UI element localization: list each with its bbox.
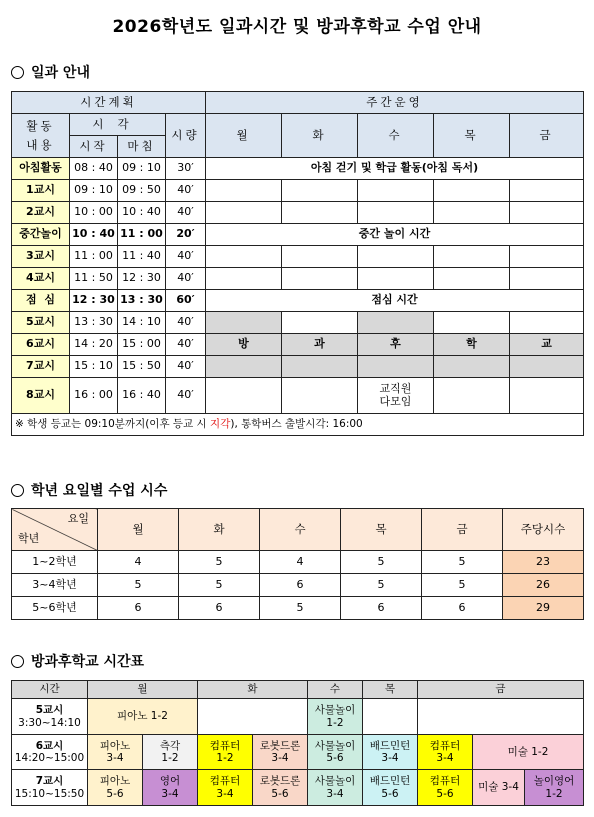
- cell: [358, 180, 434, 202]
- header-mon: 월: [88, 681, 198, 699]
- end-time: 11 : 00: [118, 224, 166, 246]
- table-row: [12, 770, 584, 806]
- period-label: 7교시: [35, 775, 64, 788]
- table-row: [12, 699, 584, 735]
- header-grade: 학년: [18, 532, 40, 546]
- table-row: [12, 356, 584, 378]
- afterschool-table: [11, 680, 584, 806]
- header-week: 주간운영: [206, 92, 584, 114]
- circle-bullet-icon: [11, 484, 24, 497]
- span-activity: 아침 걷기 및 학급 활동(아침 독서): [206, 158, 584, 180]
- header-wed: 수: [358, 114, 434, 158]
- cell: [434, 378, 510, 414]
- duration: 40′: [166, 334, 206, 356]
- start-time: 11 : 00: [70, 246, 118, 268]
- table-row: [12, 180, 584, 202]
- table-row: [12, 268, 584, 290]
- period-name: 4교시: [12, 268, 70, 290]
- header-wed: 수: [260, 509, 341, 551]
- class-cell: 컴퓨터 3-4: [198, 770, 253, 806]
- span-activity: 중간 놀이 시간: [206, 224, 584, 246]
- table-row: [12, 224, 584, 246]
- page-title: 2026학년도 일과시간 및 방과후학교 수업 안내: [112, 17, 482, 37]
- duration: 30′: [166, 158, 206, 180]
- class-cell: 사물놀이 5-6: [308, 735, 363, 770]
- cell: [434, 246, 510, 268]
- class-cell: 컴퓨터 5-6: [418, 770, 473, 806]
- class-cell: 미술 3-4: [473, 770, 525, 806]
- start-time: 10 : 00: [70, 202, 118, 224]
- start-time: 16 : 00: [70, 378, 118, 414]
- end-time: 09 : 10: [118, 158, 166, 180]
- end-time: 13 : 30: [118, 290, 166, 312]
- table-row: [12, 246, 584, 268]
- header-thu: 목: [363, 681, 418, 699]
- table-row: [12, 158, 584, 180]
- cell: [282, 268, 358, 290]
- span-activity: 점심 시간: [206, 290, 584, 312]
- hours-cell: 5: [341, 551, 422, 574]
- grade-label: 1~2학년: [12, 551, 98, 574]
- period-name: 6교시: [12, 334, 70, 356]
- header-content: 활동 내용: [12, 114, 70, 158]
- end-time: 12 : 30: [118, 268, 166, 290]
- period-name: 1교시: [12, 180, 70, 202]
- period-label: 5교시: [35, 704, 64, 717]
- cell: [510, 312, 584, 334]
- cell: [282, 246, 358, 268]
- cell: [206, 246, 282, 268]
- weekly-hours-table: [11, 508, 584, 620]
- section-hours-heading: [11, 480, 167, 500]
- period-name: 중간놀이: [12, 224, 70, 246]
- duration: 40′: [166, 268, 206, 290]
- duration: 20′: [166, 224, 206, 246]
- start-time: 11 : 50: [70, 268, 118, 290]
- cell: [358, 202, 434, 224]
- header-mon: 월: [206, 114, 282, 158]
- grade-label: 3~4학년: [12, 574, 98, 597]
- cell: [434, 202, 510, 224]
- header-tue: 화: [282, 114, 358, 158]
- hours-cell: 4: [98, 551, 179, 574]
- cell: [434, 268, 510, 290]
- header-wed: 수: [308, 681, 363, 699]
- cell: [282, 180, 358, 202]
- start-time: 14 : 20: [70, 334, 118, 356]
- class-cell: 배드민턴 5-6: [363, 770, 418, 806]
- class-cell: 로봇드론 5-6: [253, 770, 308, 806]
- cell: [510, 246, 584, 268]
- total-cell: 29: [503, 597, 584, 620]
- cell: [282, 312, 358, 334]
- daily-schedule-table: [11, 91, 584, 436]
- cell: [282, 378, 358, 414]
- hours-cell: 6: [260, 574, 341, 597]
- header-thu: 목: [341, 509, 422, 551]
- start-time: 09 : 10: [70, 180, 118, 202]
- hours-cell: 6: [179, 597, 260, 620]
- cell: [206, 312, 282, 334]
- class-cell: 미술 1-2: [473, 735, 584, 770]
- header-fri: 금: [422, 509, 503, 551]
- hours-cell: 5: [422, 574, 503, 597]
- hours-cell: 5: [422, 551, 503, 574]
- cell: [282, 202, 358, 224]
- afterschool-cell: 과: [282, 334, 358, 356]
- class-cell: 사물놀이 1-2: [308, 699, 363, 735]
- start-time: 12 : 30: [70, 290, 118, 312]
- table-row: [12, 202, 584, 224]
- class-cell: 피아노 5-6: [88, 770, 143, 806]
- diagonal-header: [12, 509, 98, 551]
- class-cell: 사물놀이 3-4: [308, 770, 363, 806]
- staff-meeting: 교직원 다모임: [358, 378, 434, 414]
- cell: [510, 180, 584, 202]
- header-fri: 금: [418, 681, 584, 699]
- table-row: [12, 290, 584, 312]
- header-total: 주당시수: [503, 509, 584, 551]
- period-cell: [12, 699, 88, 735]
- cell: [510, 356, 584, 378]
- class-cell: 컴퓨터 3-4: [418, 735, 473, 770]
- section-title: 방과후학교 시간표: [31, 654, 145, 670]
- duration: 40′: [166, 180, 206, 202]
- period-cell: [12, 770, 88, 806]
- start-time: 10 : 40: [70, 224, 118, 246]
- header-day: 요일: [67, 512, 89, 525]
- period-cell: [12, 735, 88, 770]
- table-row: [12, 574, 584, 597]
- period-time: 15:10~15:50: [14, 787, 85, 800]
- duration: 60′: [166, 290, 206, 312]
- period-name: 3교시: [12, 246, 70, 268]
- hours-cell: 6: [98, 597, 179, 620]
- period-name: 5교시: [12, 312, 70, 334]
- header-tue: 화: [198, 681, 308, 699]
- cell: [358, 246, 434, 268]
- section-afterschool-heading: [11, 651, 144, 671]
- class-cell: 컴퓨터 1-2: [198, 735, 253, 770]
- cell: [206, 180, 282, 202]
- hours-cell: 5: [179, 551, 260, 574]
- table-row: [12, 551, 584, 574]
- period-time: 3:30~14:10: [18, 716, 81, 729]
- cell: [358, 268, 434, 290]
- header-plan: 시간계획: [12, 92, 206, 114]
- table-row: [12, 312, 584, 334]
- empty-cell: [198, 699, 308, 735]
- hours-cell: 5: [98, 574, 179, 597]
- header-time: 시간: [12, 681, 88, 699]
- header-end: 마침: [118, 136, 166, 158]
- note-text: ), 통학버스 출발시각: 16:00: [230, 418, 363, 431]
- start-time: 13 : 30: [70, 312, 118, 334]
- cell: [358, 356, 434, 378]
- header-thu: 목: [434, 114, 510, 158]
- afterschool-cell: 방: [206, 334, 282, 356]
- class-cell: 배드민턴 3-4: [363, 735, 418, 770]
- period-time: 14:20~15:00: [14, 752, 85, 764]
- duration: 40′: [166, 378, 206, 414]
- hours-cell: 6: [422, 597, 503, 620]
- cell: [434, 356, 510, 378]
- duration: 40′: [166, 202, 206, 224]
- cell: [434, 312, 510, 334]
- period-name: 점 심: [12, 290, 70, 312]
- cell: [206, 378, 282, 414]
- class-cell: 로봇드론 3-4: [253, 735, 308, 770]
- duration: 40′: [166, 246, 206, 268]
- duration: 40′: [166, 312, 206, 334]
- cell: [510, 378, 584, 414]
- cell: [206, 202, 282, 224]
- circle-bullet-icon: [11, 655, 24, 668]
- end-time: 16 : 40: [118, 378, 166, 414]
- period-name: 7교시: [12, 356, 70, 378]
- cell: [358, 312, 434, 334]
- table-row: [12, 378, 584, 414]
- header-amount: 시량: [166, 114, 206, 158]
- total-cell: 23: [503, 551, 584, 574]
- hours-cell: 6: [341, 597, 422, 620]
- section-daily-heading: [11, 62, 90, 82]
- cell: [206, 356, 282, 378]
- header-tue: 화: [179, 509, 260, 551]
- period-name: 2교시: [12, 202, 70, 224]
- duration: 40′: [166, 356, 206, 378]
- table-row: [12, 597, 584, 620]
- header-fri: 금: [510, 114, 584, 158]
- class-cell: 피아노 1-2: [88, 699, 198, 735]
- period-label: 6교시: [35, 739, 64, 752]
- total-cell: 26: [503, 574, 584, 597]
- class-cell: 피아노 3-4: [88, 735, 143, 770]
- afterschool-cell: 후: [358, 334, 434, 356]
- header-start: 시작: [70, 136, 118, 158]
- hours-cell: 5: [260, 597, 341, 620]
- end-time: 15 : 00: [118, 334, 166, 356]
- end-time: 14 : 10: [118, 312, 166, 334]
- cell: [206, 268, 282, 290]
- period-name: 아침활동: [12, 158, 70, 180]
- empty-cell: [363, 699, 418, 735]
- note-late: 지각: [210, 418, 231, 431]
- section-title: 일과 안내: [31, 65, 90, 81]
- circle-bullet-icon: [11, 66, 24, 79]
- hours-cell: 5: [179, 574, 260, 597]
- start-time: 15 : 10: [70, 356, 118, 378]
- header-time: 시각: [70, 114, 166, 136]
- end-time: 10 : 40: [118, 202, 166, 224]
- table-row: [12, 334, 584, 356]
- header-mon: 월: [98, 509, 179, 551]
- hours-cell: 4: [260, 551, 341, 574]
- class-cell: 측각 1-2: [143, 735, 198, 770]
- cell: [434, 180, 510, 202]
- end-time: 11 : 40: [118, 246, 166, 268]
- start-time: 08 : 40: [70, 158, 118, 180]
- class-cell: 영어 3-4: [143, 770, 198, 806]
- cell: [282, 356, 358, 378]
- afterschool-cell: 학: [434, 334, 510, 356]
- class-cell: 놀이영어 1-2: [525, 770, 584, 806]
- section-title: 학년 요일별 수업 시수: [31, 483, 168, 499]
- cell: [510, 202, 584, 224]
- table-row: [12, 735, 584, 770]
- period-name: 8교시: [12, 378, 70, 414]
- afterschool-cell: 교: [510, 334, 584, 356]
- end-time: 09 : 50: [118, 180, 166, 202]
- cell: [510, 268, 584, 290]
- end-time: 15 : 50: [118, 356, 166, 378]
- grade-label: 5~6학년: [12, 597, 98, 620]
- empty-cell: [418, 699, 584, 735]
- attendance-note: [12, 414, 584, 436]
- hours-cell: 5: [341, 574, 422, 597]
- note-text: ※ 학생 등교는 09:10분까지(이후 등교 시: [15, 418, 211, 431]
